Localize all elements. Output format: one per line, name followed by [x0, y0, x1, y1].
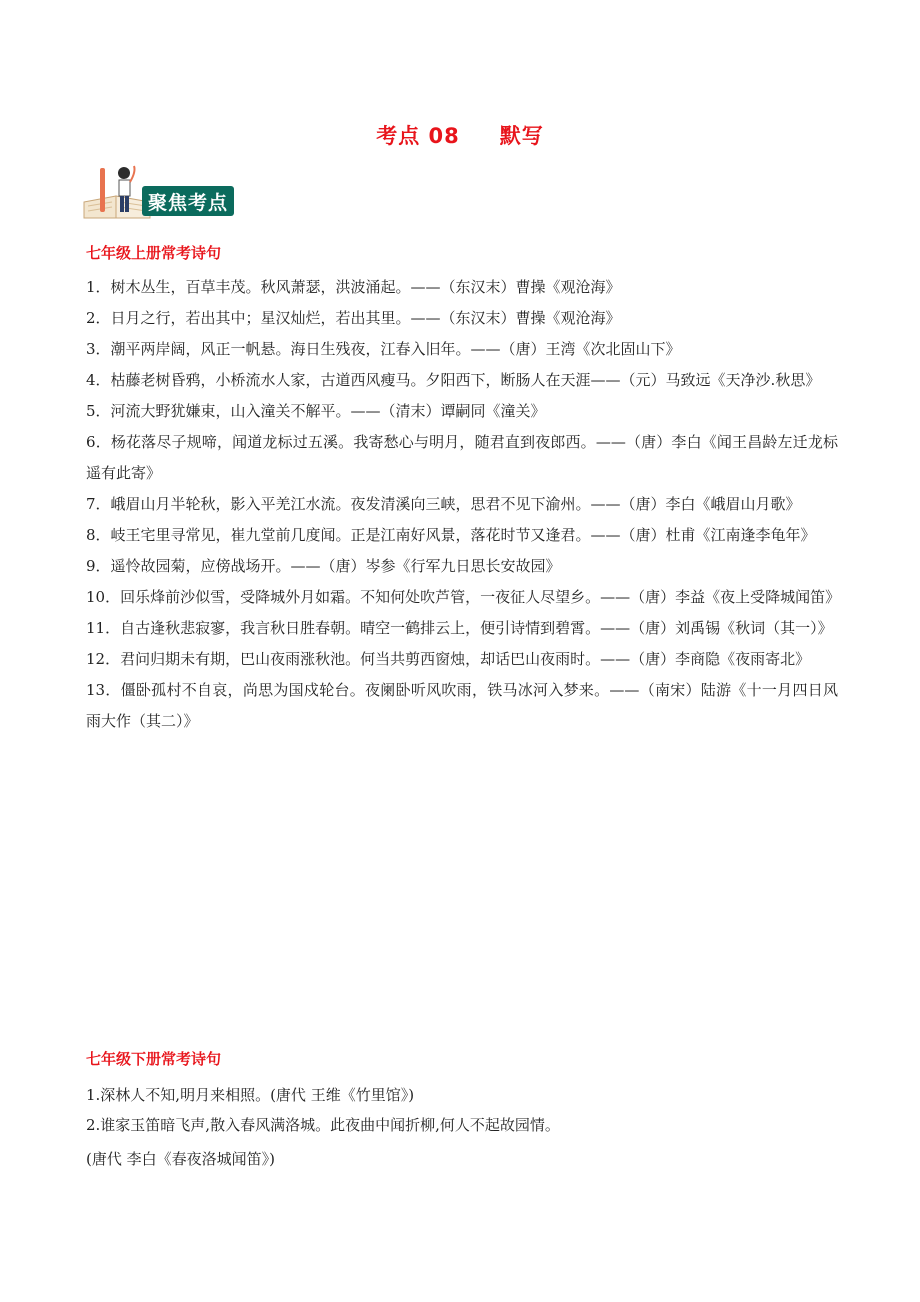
- list-item: 10．回乐烽前沙似雪，受降城外月如霜。不知何处吹芦管，一夜征人尽望乡。——（唐）李益《夜上受降城闻笛》: [86, 588, 841, 606]
- list-item: 2.谁家玉笛暗飞声,散入春风满洛城。此夜曲中闻折柳,何人不起故园情。: [86, 1116, 560, 1134]
- list-item: 6．杨花落尽子规啼，闻道龙标过五溪。我寄愁心与明月，随君直到夜郎西。——（唐）李白《闻王昌龄左迁龙标遥有此寄》: [86, 433, 838, 482]
- list-item: 9．遥怜故园菊，应傍战场开。——（唐）岑参《行军九日思长安故园》: [86, 557, 561, 575]
- list-item: 5．河流大野犹嫌束，山入潼关不解平。——（清末）谭嗣同《潼关》: [86, 402, 546, 420]
- list-item: 1．树木丛生，百草丰茂。秋风萧瑟，洪波涌起。——（东汉末）曹操《观沧海》: [86, 278, 621, 296]
- list-item: 1.深林人不知,明月来相照。(唐代 王维《竹里馆》): [86, 1086, 415, 1104]
- title-topic-name: 默写: [499, 124, 544, 148]
- title-topic-number: 考点 08: [376, 124, 460, 148]
- list-item: 3．潮平两岸阔，风正一帆悬。海日生残夜，江春入旧年。——（唐）王湾《次北固山下》: [86, 340, 681, 358]
- list-item: 13．僵卧孤村不自哀，尚思为国戍轮台。夜阑卧听风吹雨，铁马冰河入梦来。——（南宋）陆游《十一月四日风雨大作（其二）》: [86, 681, 838, 730]
- page-title: [0, 120, 920, 150]
- list-item: 8．岐王宅里寻常见，崔九堂前几度闻。正是江南好风景，落花时节又逢君。——（唐）杜甫《江南逢李龟年》: [86, 526, 816, 544]
- banner-label: 聚焦考点: [142, 186, 234, 216]
- section-heading-grade7-vol1: 七年级上册常考诗句: [86, 244, 222, 262]
- list-item: 4．枯藤老树昏鸦，小桥流水人家，古道西风瘦马。夕阳西下，断肠人在天涯——（元）马致远《天净沙.秋思》: [86, 371, 821, 389]
- list-item: 11．自古逢秋悲寂寥，我言秋日胜春朝。晴空一鹤排云上，便引诗情到碧霄。——（唐）刘禹锡《秋词（其一）》: [86, 619, 833, 637]
- poem-list-grade7-vol2: [86, 1080, 838, 1174]
- list-item: 7．峨眉山月半轮秋，影入平羌江水流。夜发清溪向三峡，思君不见下渝州。——（唐）李白《峨眉山月歌》: [86, 495, 801, 513]
- list-item: (唐代 李白《春夜洛城闻笛》): [86, 1150, 275, 1168]
- poem-list-grade7-vol1: [86, 272, 841, 737]
- focus-banner: [82, 164, 242, 226]
- list-item: 12．君问归期未有期，巴山夜雨涨秋池。何当共剪西窗烛，却话巴山夜雨时。——（唐）李商隐《夜雨寄北》: [86, 650, 811, 668]
- section-heading-grade7-vol2: 七年级下册常考诗句: [86, 1050, 222, 1068]
- list-item: 2．日月之行，若出其中；星汉灿烂，若出其里。——（东汉末）曹操《观沧海》: [86, 309, 621, 327]
- student-figure-icon: [98, 164, 138, 220]
